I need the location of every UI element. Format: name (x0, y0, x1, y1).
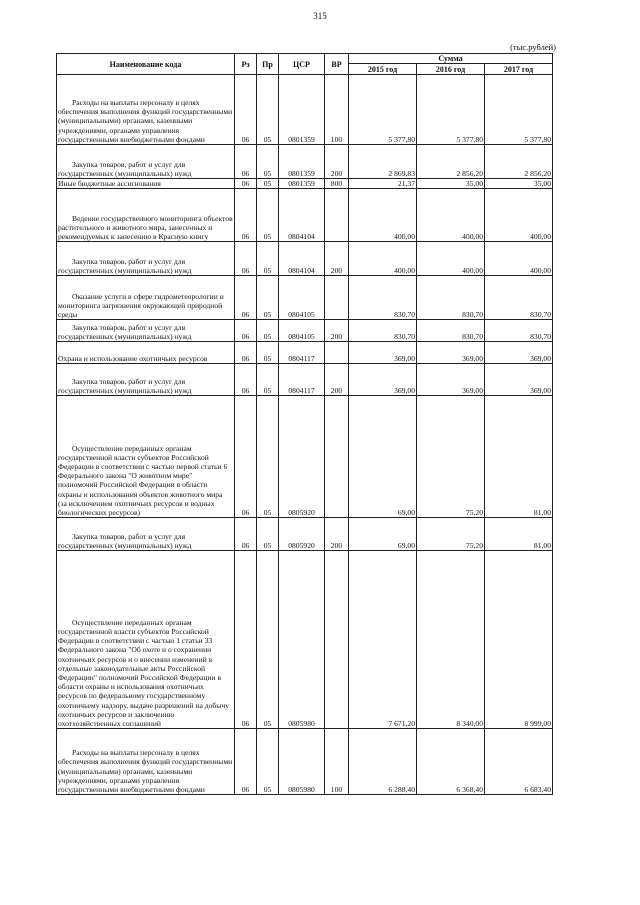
row-name (57, 729, 235, 795)
row-rz-text: 06 (241, 719, 250, 728)
row-2015-text: 369,00 (394, 354, 415, 363)
row-csr (279, 364, 325, 396)
row-vr (325, 396, 349, 518)
row-2017-text: 8 999,00 (524, 719, 551, 728)
row-2016 (417, 342, 485, 364)
row-2017-text: 81,00 (533, 541, 551, 550)
row-rz-text: 06 (241, 232, 250, 241)
row-2016 (417, 396, 485, 518)
row-csr (279, 518, 325, 551)
row-vr (325, 276, 349, 320)
row-rz-text: 06 (241, 179, 250, 188)
row-2016-text: 6 368,40 (456, 785, 483, 794)
row-2015-text: 7 671,20 (388, 719, 415, 728)
row-csr (279, 145, 325, 179)
row-rz-text: 06 (241, 310, 250, 319)
row-2015-text: 6 288,40 (388, 785, 415, 794)
row-2017-text: 400,00 (530, 232, 551, 241)
budget-table (56, 53, 553, 795)
row-2017-text: 6 683,40 (524, 785, 551, 794)
row-rz (235, 551, 257, 729)
row-2017-text: 2 856,20 (524, 168, 551, 178)
row-rz-text: 06 (241, 332, 250, 341)
row-pr (257, 396, 279, 518)
row-2017 (485, 75, 553, 145)
row-2015 (349, 551, 417, 729)
row-rz-text: 06 (241, 266, 250, 275)
row-rz-text: 06 (241, 134, 250, 144)
header-pr: Пр (257, 54, 279, 75)
table-row (57, 145, 553, 179)
row-2016 (417, 75, 485, 145)
row-rz (235, 242, 257, 276)
row-2015 (349, 189, 417, 242)
row-vr-text: 100 (330, 785, 343, 794)
row-pr (257, 518, 279, 551)
row-pr (257, 342, 279, 364)
row-2016 (417, 729, 485, 795)
row-2017 (485, 518, 553, 551)
table-row (57, 396, 553, 518)
row-name-text: Осуществление переданных органам государственной власти субъектов Российской Федерации в соответствии с частью 1 статьи 33 Федерального закона "Об охоте и о сохранении охотничьих ресурсов и о внесении изменений в отдельные законодательные акты Российской Федерации" полномочий Российской Федерации в области охраны и использования охотничьих ресурсов по федеральному государственному охотничьему надзору, выдаче разрешений на добычу охотничьих ресурсов и заключению охотхозяйственных соглашений (58, 617, 230, 728)
row-name (57, 276, 235, 320)
row-pr-text: 05 (263, 719, 272, 728)
row-2017 (485, 551, 553, 729)
row-2015 (349, 145, 417, 179)
row-pr (257, 729, 279, 795)
header-sum: Сумма (349, 54, 553, 64)
row-vr-text: 200 (330, 541, 343, 550)
row-2017 (485, 342, 553, 364)
row-name (57, 145, 235, 179)
row-2016-text: 400,00 (462, 232, 483, 241)
row-rz (235, 145, 257, 179)
row-2016 (417, 551, 485, 729)
row-name (57, 320, 235, 342)
header-2017: 2017 год (485, 64, 553, 75)
row-pr-text: 05 (263, 168, 272, 178)
table-body (57, 75, 553, 795)
row-csr (279, 342, 325, 364)
row-csr (279, 396, 325, 518)
row-name (57, 342, 235, 364)
row-csr (279, 242, 325, 276)
row-pr (257, 320, 279, 342)
row-pr-text: 05 (263, 386, 272, 395)
row-pr (257, 276, 279, 320)
row-pr (257, 551, 279, 729)
row-2016 (417, 320, 485, 342)
row-2017-text: 830,70 (530, 310, 551, 319)
header-vr: ВР (325, 54, 349, 75)
row-pr (257, 75, 279, 145)
row-2016-text: 369,00 (462, 386, 483, 395)
table-row (57, 364, 553, 396)
row-vr-text: 200 (330, 168, 343, 178)
row-pr (257, 145, 279, 179)
row-pr (257, 242, 279, 276)
row-2015-text: 400,00 (394, 232, 415, 241)
row-2017-text: 830,70 (530, 332, 551, 341)
table-row (57, 342, 553, 364)
table-row (57, 276, 553, 320)
row-2017-text: 81,00 (533, 508, 551, 517)
row-name-text: Расходы на выплаты персоналу в целях обеспечения выполнения функций государственными (муниципальными) органами, казенными учреждениями, органами управления государственными внебюджетными фондами (58, 748, 233, 794)
row-2015-text: 830,70 (394, 310, 415, 319)
row-name (57, 179, 235, 189)
row-vr (325, 145, 349, 179)
table-row (57, 75, 553, 145)
row-rz (235, 729, 257, 795)
header-csr: ЦСР (279, 54, 325, 75)
row-pr-text: 05 (263, 508, 272, 517)
row-pr-text: 05 (263, 232, 272, 241)
row-2015 (349, 75, 417, 145)
row-2016-text: 8 340,00 (456, 719, 483, 728)
table-row (57, 242, 553, 276)
row-2015-text: 69,00 (397, 541, 415, 550)
row-pr-text: 05 (263, 179, 272, 188)
row-csr-text: 0804105 (288, 332, 315, 341)
row-2015-text: 2 869,83 (388, 168, 415, 178)
row-2016 (417, 518, 485, 551)
row-2015-text: 830,70 (394, 332, 415, 341)
row-2015 (349, 179, 417, 189)
row-rz (235, 179, 257, 189)
row-vr-text: 200 (330, 266, 343, 275)
row-name (57, 189, 235, 242)
row-csr (279, 729, 325, 795)
row-name-text: Осуществление переданных органам государственной власти субъектов Российской Федерации в соответствии с частью первой статьи 6 Федерального закона "О животном мире" полномочий Российской Федерации в области охраны и использования объектов животного мира (за исключением охотничьих ресурсов и водных биологических ресурсов) (58, 443, 228, 517)
row-vr (325, 179, 349, 189)
row-name-text: Иные бюджетные ассигнования (58, 179, 161, 188)
row-rz (235, 276, 257, 320)
row-pr-text: 05 (263, 354, 272, 363)
row-2015 (349, 320, 417, 342)
row-csr-text: 0805980 (288, 785, 315, 794)
row-2017-text: 369,00 (530, 354, 551, 363)
row-rz-text: 06 (241, 785, 250, 794)
row-pr-text: 05 (263, 310, 272, 319)
row-name (57, 396, 235, 518)
table-row (57, 518, 553, 551)
row-2016 (417, 364, 485, 396)
row-rz-text: 06 (241, 541, 250, 550)
row-vr (325, 551, 349, 729)
row-rz (235, 364, 257, 396)
row-vr-text: 100 (330, 134, 343, 144)
row-vr (325, 320, 349, 342)
row-name-text: Закупка товаров, работ и услуг для государственных (муниципальных) нужд (58, 322, 192, 341)
row-pr-text: 05 (263, 541, 272, 550)
table-row (57, 320, 553, 342)
row-2017 (485, 145, 553, 179)
row-2016-text: 75,20 (465, 541, 483, 550)
row-rz (235, 75, 257, 145)
row-vr-text: 200 (330, 332, 343, 341)
row-pr-text: 05 (263, 332, 272, 341)
row-vr (325, 364, 349, 396)
row-2017-text: 400,00 (530, 266, 551, 275)
row-name-text: Охрана и использование охотничьих ресурсов (58, 354, 208, 363)
table-row (57, 189, 553, 242)
row-pr (257, 179, 279, 189)
row-2016-text: 400,00 (462, 266, 483, 275)
row-2015 (349, 276, 417, 320)
row-name (57, 518, 235, 551)
row-name (57, 364, 235, 396)
row-vr-text: 800 (330, 179, 343, 188)
row-2017 (485, 179, 553, 189)
row-csr-text: 0805920 (288, 508, 315, 517)
row-2016-text: 830,70 (462, 310, 483, 319)
row-2017 (485, 242, 553, 276)
row-2016-text: 5 377,80 (456, 134, 483, 144)
row-2017 (485, 364, 553, 396)
row-csr (279, 276, 325, 320)
row-vr (325, 75, 349, 145)
row-pr-text: 05 (263, 134, 272, 144)
row-csr (279, 551, 325, 729)
row-name (57, 551, 235, 729)
row-csr (279, 320, 325, 342)
row-rz-text: 06 (241, 508, 250, 517)
row-name-text: Оказание услуги в сфере гидрометеорологии и мониторинга загрязнения окружающей природной среды (58, 291, 224, 319)
row-csr-text: 0804117 (288, 386, 315, 395)
row-vr (325, 242, 349, 276)
row-2016-text: 35,00 (465, 179, 483, 188)
row-vr-text: 200 (330, 386, 343, 395)
row-name-text: Закупка товаров, работ и услуг для государственных (муниципальных) нужд (58, 376, 192, 395)
row-csr-text: 0804105 (288, 310, 315, 319)
row-2015 (349, 518, 417, 551)
row-csr-text: 0804117 (288, 354, 315, 363)
row-2015 (349, 242, 417, 276)
row-pr-text: 05 (263, 785, 272, 794)
row-2015-text: 69,00 (397, 508, 415, 517)
row-csr-text: 0801359 (288, 134, 315, 144)
row-2015 (349, 342, 417, 364)
row-2015-text: 21,37 (397, 179, 415, 188)
row-rz-text: 06 (241, 168, 250, 178)
row-name-text: Закупка товаров, работ и услуг для государственных (муниципальных) нужд (58, 159, 192, 178)
row-2016 (417, 276, 485, 320)
row-2017 (485, 396, 553, 518)
row-vr (325, 342, 349, 364)
row-2017-text: 369,00 (530, 386, 551, 395)
row-pr (257, 364, 279, 396)
row-rz (235, 342, 257, 364)
row-vr (325, 518, 349, 551)
row-2016 (417, 145, 485, 179)
row-name-text: Расходы на выплаты персоналу в целях обеспечения выполнения функций государственными (муниципальными) органами, казенными учреждениями, органами управления государственными внебюджетными фондами (58, 97, 233, 144)
row-2015-text: 369,00 (394, 386, 415, 395)
row-csr-text: 0801359 (288, 179, 315, 188)
row-2016 (417, 242, 485, 276)
row-2017-text: 5 377,80 (524, 134, 551, 144)
row-name (57, 242, 235, 276)
row-name (57, 75, 235, 145)
header-name: Наименование кода (57, 54, 235, 75)
row-csr-text: 0801359 (288, 168, 315, 178)
row-2017 (485, 189, 553, 242)
row-csr-text: 0805920 (288, 541, 315, 550)
row-2016-text: 369,00 (462, 354, 483, 363)
row-rz (235, 518, 257, 551)
row-rz (235, 320, 257, 342)
row-2015 (349, 396, 417, 518)
row-name-text: Закупка товаров, работ и услуг для государственных (муниципальных) нужд (58, 531, 192, 550)
row-2017 (485, 276, 553, 320)
row-csr-text: 0804104 (288, 266, 315, 275)
row-2016 (417, 179, 485, 189)
header-rz: Рз (235, 54, 257, 75)
row-name-text: Закупка товаров, работ и услуг для государственных (муниципальных) нужд (58, 256, 192, 275)
table-row (57, 179, 553, 189)
row-name-text: Ведение государственного мониторинга объектов растительного и животного мира, занесенных и рекомендуемых к занесению в Красную книгу (58, 213, 233, 241)
row-2016-text: 830,70 (462, 332, 483, 341)
row-2015 (349, 729, 417, 795)
row-rz (235, 189, 257, 242)
row-2016-text: 2 856,20 (456, 168, 483, 178)
row-2016 (417, 189, 485, 242)
page-number: 315 (313, 11, 327, 21)
header-2015: 2015 год (349, 64, 417, 75)
row-vr (325, 189, 349, 242)
row-pr-text: 05 (263, 266, 272, 275)
row-csr (279, 75, 325, 145)
row-2015-text: 400,00 (394, 266, 415, 275)
row-2015-text: 5 377,80 (388, 134, 415, 144)
table-row (57, 551, 553, 729)
row-csr (279, 189, 325, 242)
row-2017 (485, 729, 553, 795)
row-rz-text: 06 (241, 354, 250, 363)
units-label: (тыс.рублей) (510, 42, 556, 52)
row-csr-text: 0804104 (288, 232, 315, 241)
row-csr-text: 0805980 (288, 719, 315, 728)
row-rz-text: 06 (241, 386, 250, 395)
row-pr (257, 189, 279, 242)
row-2016-text: 75,20 (465, 508, 483, 517)
row-2015 (349, 364, 417, 396)
table-row (57, 729, 553, 795)
row-2017-text: 35,00 (533, 179, 551, 188)
row-2017 (485, 320, 553, 342)
row-csr (279, 179, 325, 189)
row-rz (235, 396, 257, 518)
row-vr (325, 729, 349, 795)
header-2016: 2016 год (417, 64, 485, 75)
